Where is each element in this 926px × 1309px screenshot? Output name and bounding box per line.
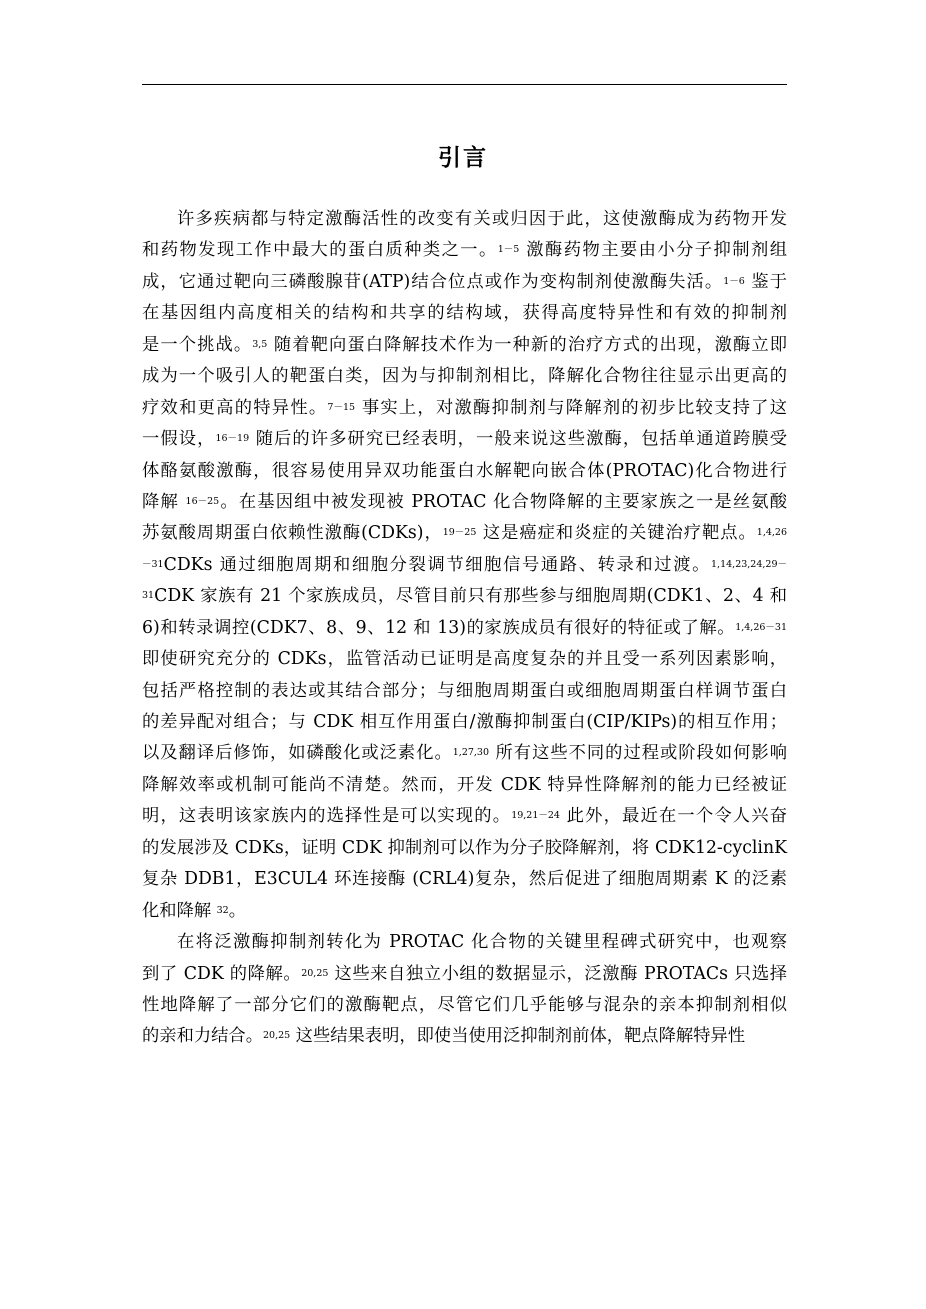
text-run: 事实上，对激酶抑制剂与降解剂的初步比较支持了这: [355, 397, 787, 418]
citation-superscript: 7－15: [327, 401, 356, 413]
text-line: [142, 456, 787, 487]
text-run: 成，它通过靶向三磷酸腺苷(ATP)结合位点或作为变构制剂使激酶失活。: [142, 271, 724, 292]
text-run: 6)和转录调控(CDK7、8、9、12 和 13)的家族成员有很好的特征或了解。: [142, 617, 736, 638]
text-run: 此外，最近在一个令人兴奋: [559, 806, 787, 827]
text-line: [142, 676, 787, 707]
text-line: [142, 518, 787, 549]
citation-superscript: 20,25: [301, 967, 329, 979]
text-run: 这些结果表明，即使当使用泛抑制剂前体，靶点降解特异性: [290, 1026, 745, 1047]
text-run: 一假设，: [142, 429, 216, 450]
text-line: [142, 361, 787, 392]
text-line: [142, 235, 787, 266]
text-run: 性地降解了一部分它们的激酶靶点，尽管它们几乎能够与混杂的亲本抑制剂相似: [142, 994, 787, 1015]
text-line: [142, 298, 787, 329]
text-line: [142, 204, 787, 235]
text-run: 这是癌症和炎症的关键治疗靶点。: [476, 523, 757, 544]
citation-superscript: 32: [216, 904, 229, 916]
text-run: 许多疾病都与特定激酶活性的改变有关或归因于此，这使激酶成为药物开发: [177, 209, 787, 229]
page-title: 引言: [438, 145, 488, 171]
text-run: 是一个挑战。: [142, 334, 253, 355]
text-run: 和药物发现工作中最大的蛋白质种类之一。: [142, 240, 498, 261]
text-line: [142, 550, 787, 581]
text-line: [142, 267, 787, 298]
citation-superscript: 1,4,26: [756, 527, 788, 539]
citation-superscript: 16－19: [215, 433, 250, 445]
text-line: [142, 707, 787, 738]
text-run: CDKs 通过细胞周期和细胞分裂调节细胞信号通路、转录和过渡。: [163, 554, 712, 575]
text-line: [142, 393, 787, 424]
text-run: 随着靶向蛋白降解技术作为一种新的治疗方式的出现，激酶立即: [267, 334, 787, 355]
text-run: 降解: [142, 491, 186, 512]
text-line: [142, 959, 787, 990]
citation-superscript: 31: [142, 590, 155, 602]
text-run: 成为一个吸引人的靶蛋白类，因为与抑制剂相比，降解化合物往往显示出更高的: [142, 366, 787, 387]
citation-superscript: 1,4,26－31: [735, 621, 787, 633]
text-line: [142, 770, 787, 801]
citation-superscript: 1－5: [497, 244, 520, 256]
body-text: [142, 204, 787, 1053]
citation-superscript: 3,5: [252, 338, 268, 350]
text-run: 包括严格控制的表达或其结合部分；与细胞周期蛋白或细胞周期蛋白样调节蛋白: [142, 680, 787, 701]
text-run: 。在基因组中被发现被 PROTAC 化合物降解的主要家族之一是丝氨酸: [219, 491, 787, 512]
text-line: [142, 990, 787, 1021]
text-run: 所有这些不同的过程或阶段如何影响: [489, 743, 787, 764]
text-run: 明，这表明该家族内的选择性是可以实现的。: [142, 806, 512, 827]
citation-superscript: 1,27,30: [452, 747, 490, 759]
citation-superscript: －31: [142, 558, 164, 570]
text-line: [142, 801, 787, 832]
text-run: 的亲和力结合。: [142, 1026, 263, 1047]
text-run: 的发展涉及 CDKs，证明 CDK 抑制剂可以作为分子胶降解剂，将 CDK12-cyclinK: [142, 837, 787, 858]
text-line: [142, 581, 787, 612]
text-line: [142, 330, 787, 361]
citation-superscript: 19,21－24: [511, 810, 560, 822]
text-run: 在基因组内高度相关的结构和共享的结构域，获得高度特异性和有效的抑制剂: [142, 303, 787, 324]
text-run: 这些来自独立小组的数据显示，泛激酶 PROTACs 只选择: [328, 963, 787, 984]
citation-superscript: 1－6: [723, 275, 745, 287]
citation-superscript: 1,14,23,24,29－: [711, 558, 787, 570]
text-run: 随后的许多研究已经表明，一般来说这些激酶，包括单通道跨膜受: [249, 429, 787, 450]
text-run: 疗效和更高的特异性。: [142, 397, 328, 418]
text-line: [142, 613, 787, 644]
text-run: 激酶药物主要由小分子抑制剂组: [519, 240, 787, 261]
text-run: CDK 家族有 21 个家族成员，尽管目前只有那些参与细胞周期(CDK1、2、4 和: [154, 586, 787, 607]
text-line: [142, 896, 787, 927]
text-line: [142, 864, 787, 895]
text-line: [142, 927, 787, 958]
text-line: [142, 487, 787, 518]
citation-superscript: 20,25: [262, 1030, 291, 1042]
citation-superscript: 19－25: [442, 527, 477, 539]
text-run: 鉴于: [744, 271, 787, 292]
text-line: [142, 424, 787, 455]
text-line: [142, 644, 787, 675]
text-line: [142, 833, 787, 864]
header-rule: [142, 84, 787, 85]
paragraph: [142, 204, 787, 927]
text-run: 苏氨酸周期蛋白依赖性激酶(CDKs)，: [142, 523, 443, 544]
text-run: 以及翻译后修饰，如磷酸化或泛素化。: [142, 743, 453, 764]
text-run: 到了 CDK 的降解。: [142, 963, 302, 984]
text-run: 体酪氨酸激酶，很容易使用异双功能蛋白水解靶向嵌合体(PROTAC)化合物进行: [142, 460, 787, 481]
text-run: 降解效率或机制可能尚不清楚。然而，开发 CDK 特异性降解剂的能力已经被证: [142, 774, 787, 795]
text-line: [142, 1021, 787, 1052]
text-run: 的差异配对组合；与 CDK 相互作用蛋白/激酶抑制蛋白(CIP/KIPs)的相互作用；: [142, 712, 787, 732]
text-run: 复杂 DDB1，E3CUL4 环连接酶 (CRL4)复杂，然后促进了细胞周期素 K 的泛素: [142, 869, 787, 890]
paragraph: [142, 927, 787, 1053]
text-run: 即使研究充分的 CDKs，监管活动已证明是高度复杂的并且受一系列因素影响，: [142, 649, 787, 670]
citation-superscript: 16－25: [185, 495, 220, 507]
text-run: 化和降解: [142, 900, 217, 921]
text-run: 。: [228, 900, 247, 921]
text-line: [142, 738, 787, 769]
text-run: 在将泛激酶抑制剂转化为 PROTAC 化合物的关键里程碑式研究中，也观察: [177, 932, 787, 953]
